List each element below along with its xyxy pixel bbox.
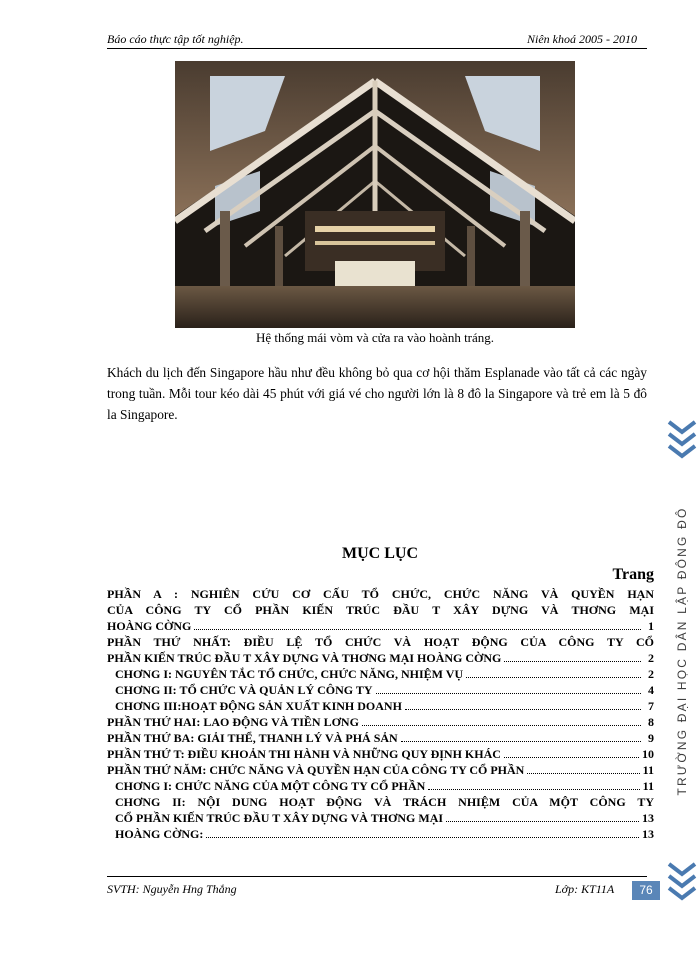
toc-entry-text: PHẦN A : NGHIÊN CỨU CƠ CẤU TỔ CHỨC, CHỨC NĂNG VÀ QUYỀN HẠN xyxy=(107,587,654,601)
university-sidebar xyxy=(668,446,696,856)
page-number-badge: 76 xyxy=(632,881,660,900)
toc-page-number: 11 xyxy=(642,763,654,777)
toc-entry xyxy=(107,730,654,746)
toc-entry-text: CHƠNG II: NỘI DUNG HOẠT ĐỘNG VÀ TRÁCH NHIỆM CỦA MỘT CÔNG TY xyxy=(115,795,654,809)
toc-leader-dots xyxy=(401,740,641,742)
page-header xyxy=(107,30,647,49)
footer-student-name: SVTH: Nguyễn Hng Thắng xyxy=(107,882,237,896)
toc-entry xyxy=(107,666,654,682)
header-report-title: Báo cáo thực tập tốt nghiệp. xyxy=(107,32,244,46)
toc-page-column-label: Trang xyxy=(612,566,654,583)
toc-leader-dots xyxy=(504,660,641,662)
toc-entry xyxy=(107,714,654,730)
toc-entry-text: PHẦN THỨ NHẤT: ĐIỀU LỆ TỔ CHỨC VÀ HOẠT ĐỘNG CỦA CÔNG TY CỔ xyxy=(107,635,654,649)
toc-entry-text: HOÀNG CỜNG: xyxy=(115,827,204,841)
university-name: TRƯỜNG ĐẠI HỌC DÂN LẬP ĐÔNG ĐÔ xyxy=(675,506,689,796)
toc-entry xyxy=(107,698,654,714)
body-paragraph: Khách du lịch đến Singapore hầu như đều không bỏ qua cơ hội thăm Esplanade vào tất cả các ngày trong tuần. Mỗi tour kéo dài 45 phút với giá vé cho người lớn là 8 đô la Singapore và trẻ em là 5 đô la Singapore. xyxy=(107,365,647,422)
toc-leader-dots xyxy=(376,692,641,694)
toc-page-number: 8 xyxy=(648,715,654,729)
toc-entry xyxy=(107,826,654,842)
toc-entry xyxy=(107,634,654,666)
esplanade-photo xyxy=(175,61,575,328)
toc-entry xyxy=(107,778,654,794)
toc-entry xyxy=(107,794,654,826)
toc-leader-dots xyxy=(527,772,639,774)
toc-page-number: 11 xyxy=(642,779,654,793)
toc-entry-text: CỦA CÔNG TY CỔ PHẦN KIẾN TRÚC ĐẦU T XÂY DỰNG VÀ THƠNG MẠI xyxy=(107,603,654,617)
toc-title: MỤC LỤC xyxy=(342,545,418,562)
toc-entry-text: HOÀNG CỜNG xyxy=(107,619,192,633)
toc-entry xyxy=(107,762,654,778)
toc-entry-text: PHẦN KIẾN TRÚC ĐẦU T XÂY DỰNG VÀ THƠNG MẠI HOÀNG CỜNG xyxy=(107,651,502,665)
toc-entry-text: CHƠNG II: TỔ CHỨC VÀ QUẢN LÝ CÔNG TY xyxy=(115,683,373,697)
header-academic-years: Niên khoá 2005 - 2010 xyxy=(527,32,637,46)
toc-page-number: 7 xyxy=(648,699,654,713)
toc-entry-text: CHƠNG III:HOẠT ĐỘNG SẢN XUẤT KINH DOANH xyxy=(115,699,402,713)
toc-entry-text: PHẦN THỨ NĂM: CHỨC NĂNG VÀ QUYỀN HẠN CỦA CÔNG TY CỔ PHẦN xyxy=(107,763,525,777)
toc-entry-text: CHƠNG I: NGUYÊN TẮC TỔ CHỨC, CHỨC NĂNG, NHIỆM VỤ xyxy=(115,667,464,681)
toc-leader-dots xyxy=(206,836,639,838)
toc-page-number: 10 xyxy=(642,747,654,761)
toc-leader-dots xyxy=(362,724,641,726)
toc-page-number: 1 xyxy=(648,619,654,633)
toc-page-number: 4 xyxy=(648,683,654,697)
toc-page-number: 2 xyxy=(648,667,654,681)
toc-leader-dots xyxy=(504,756,639,758)
toc-leader-dots xyxy=(446,820,639,822)
toc-entry-text: PHẦN THỨ T: ĐIỀU KHOẢN THI HÀNH VÀ NHỮNG QUY ĐỊNH KHÁC xyxy=(107,747,501,761)
toc-leader-dots xyxy=(194,628,641,630)
toc-leader-dots xyxy=(428,788,639,790)
toc-entry xyxy=(107,682,654,698)
footer-class: Lớp: KT11A xyxy=(555,882,615,896)
chevron-down-icon xyxy=(667,862,697,904)
table-of-contents xyxy=(107,586,654,842)
toc-entry-text: PHẦN THỨ BA: GIẢI THỂ, THANH LÝ VÀ PHÁ SẢN xyxy=(107,731,398,745)
photo-caption: Hệ thống mái vòm và cửa ra vào hoành tráng. xyxy=(255,330,495,345)
toc-leader-dots xyxy=(466,676,641,678)
toc-entry-text: CỔ PHẦN KIẾN TRÚC ĐẦU T XÂY DỰNG VÀ THƠNG MẠI xyxy=(115,811,444,825)
toc-leader-dots xyxy=(405,708,641,710)
toc-page-number: 9 xyxy=(648,731,654,745)
toc-page-number: 2 xyxy=(648,651,654,665)
toc-entry xyxy=(107,586,654,634)
toc-page-number: 13 xyxy=(642,811,654,825)
toc-entry xyxy=(107,746,654,762)
esplanade-hall-illustration xyxy=(175,61,575,328)
toc-page-number: 13 xyxy=(642,827,654,841)
page-footer xyxy=(107,876,647,901)
toc-entry-text: PHẦN THỨ HAI: LAO ĐỘNG VÀ TIỀN LƠNG xyxy=(107,715,359,729)
toc-entry-text: CHƠNG I: CHỨC NĂNG CỦA MỘT CÔNG TY CỔ PHẦN xyxy=(115,779,426,793)
